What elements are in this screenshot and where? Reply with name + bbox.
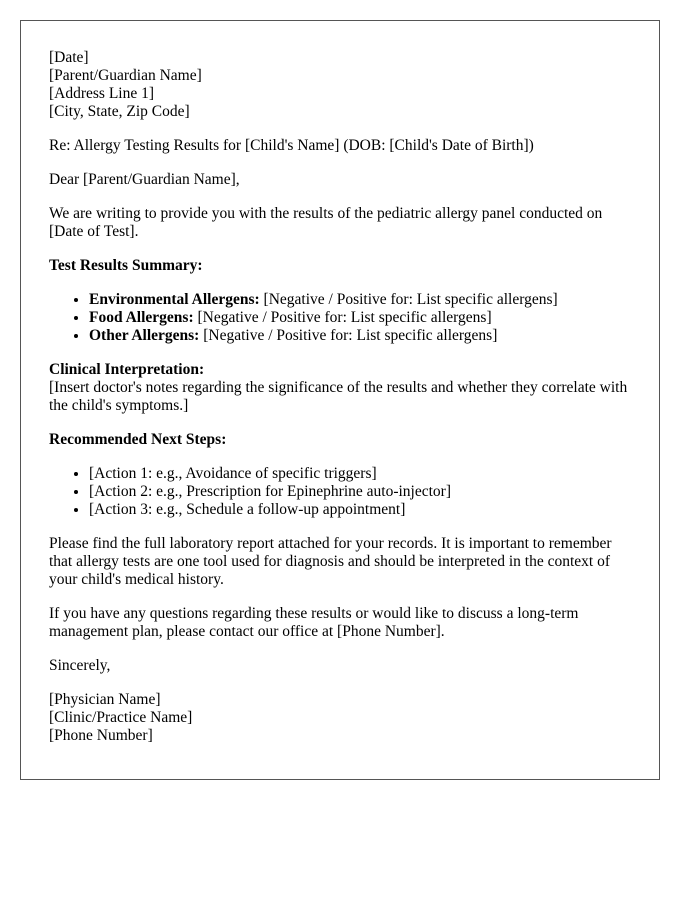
result-value: [Negative / Positive for: List specific allergens] <box>193 309 492 326</box>
next-steps-heading: Recommended Next Steps: <box>49 431 227 448</box>
list-item: • [Action 2: e.g., Prescription for Epinephrine auto-injector] <box>89 483 631 501</box>
address-line: [Address Line 1] <box>49 85 155 102</box>
clinic-name: [Clinic/Practice Name] <box>49 709 193 726</box>
result-label: Environmental Allergens: <box>89 291 260 308</box>
interpretation-heading: Clinical Interpretation: <box>49 361 205 378</box>
list-item: • [Action 3: e.g., Schedule a follow-up appointment] <box>89 501 631 519</box>
result-label: Other Allergens: <box>89 327 200 344</box>
interpretation-text: [Insert doctor's notes regarding the significance of the results and whether they correlate with the child's symptoms.] <box>49 379 628 414</box>
intro-paragraph: We are writing to provide you with the results of the pediatric allergy panel conducted on [Date of Test]. <box>49 205 603 240</box>
subject-line: Re: Allergy Testing Results for [Child's Name] (DOB: [Child's Date of Birth]) <box>49 137 534 154</box>
salutation: Dear [Parent/Guardian Name], <box>49 171 240 188</box>
signature-block <box>49 691 631 745</box>
report-paragraph: Please find the full laboratory report attached for your records. It is important to remember that allergy tests are one tool used for diagnosis and should be interpreted in the context of your child's medical history. <box>49 535 612 588</box>
phone-number: [Phone Number] <box>49 727 153 744</box>
recipient-name: [Parent/Guardian Name] <box>49 67 202 84</box>
list-item <box>89 327 631 345</box>
result-value: [Negative / Positive for: List specific allergens] <box>259 291 558 308</box>
results-heading: Test Results Summary: <box>49 257 203 274</box>
list-item: • [Action 1: e.g., Avoidance of specific triggers] <box>89 465 631 483</box>
contact-paragraph: If you have any questions regarding these results or would like to discuss a long-term management plan, please contact our office at [Phone Number]. <box>49 605 579 640</box>
next-steps-list <box>49 465 631 519</box>
list-item <box>89 291 631 309</box>
list-item <box>89 309 631 327</box>
result-label: Food Allergens: <box>89 309 194 326</box>
results-list <box>49 291 631 345</box>
letter-document <box>20 20 660 780</box>
physician-name: [Physician Name] <box>49 691 161 708</box>
result-value: [Negative / Positive for: List specific allergens] <box>199 327 498 344</box>
city-state-zip: [City, State, Zip Code] <box>49 103 190 120</box>
interpretation-section <box>49 361 631 415</box>
address-block <box>49 49 631 121</box>
closing: Sincerely, <box>49 657 111 674</box>
letter-date: [Date] <box>49 49 89 66</box>
